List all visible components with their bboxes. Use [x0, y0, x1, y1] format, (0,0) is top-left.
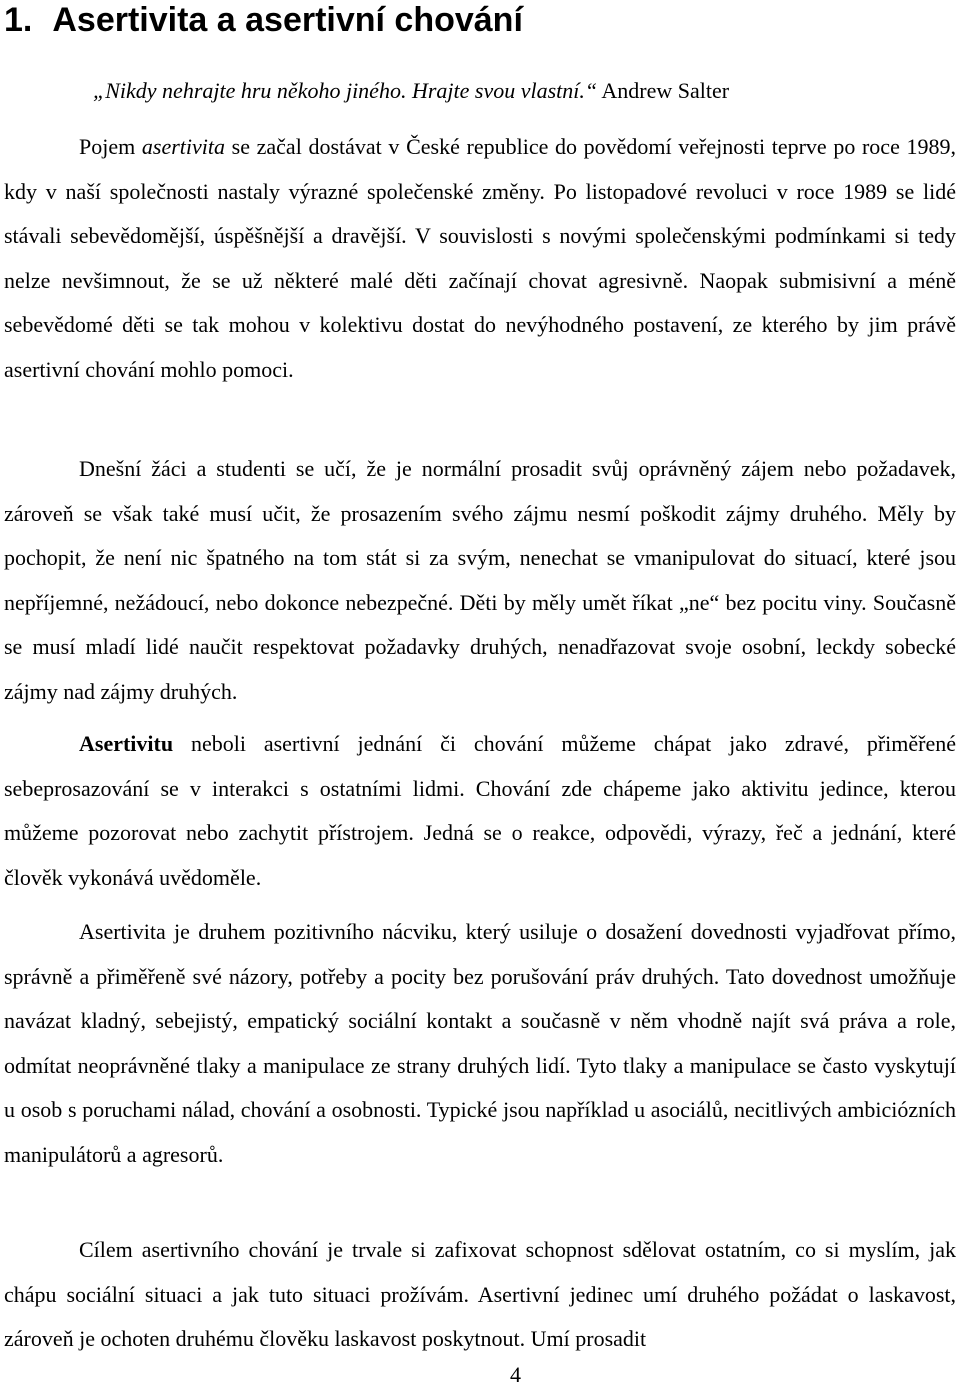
motto	[93, 76, 729, 106]
chapter-title: Asertivita a asertivní chování	[52, 1, 523, 39]
motto-quote: „Nikdy nehrajte hru někoho jiného. Hrajte svou vlastní.“	[93, 78, 598, 103]
term-asertivita: asertivita	[141, 134, 225, 159]
term-asertivitu: Asertivitu	[79, 731, 174, 756]
chapter-number: 1.	[4, 1, 33, 39]
chapter-heading	[4, 0, 523, 40]
paragraph-2: Dnešní žáci a studenti se učí, že je normální prosadit svůj oprávněný zájem nebo požadavek, zároveň se však také musí učit, že prosazením svého zájmu nesmí poškodit zájmy druhého. Měly by pochopit, že není nic špatného na tom stát si za svým, nenechat se vmanipulovat do situací, které jsou nepříjemné, nežádoucí, nebo dokonce nebezpečné. Děti by měly umět říkat „ne“ bez pocitu viny. Současně se musí mladí lidé naučit respektovat požadavky druhých, nenadřazovat svoje osobní, leckdy sobecké zájmy nad zájmy druhých.	[4, 456, 956, 704]
paragraph-5: Cílem asertivního chování je trvale si zafixovat schopnost sdělovat ostatním, co si myslím, jak chápu sociální situaci a jak tuto situaci prožívám. Asertivní jedinec umí druhého požádat o laskavost, zároveň je ochoten druhému člověku laskavost poskytnout. Umí prosadit	[4, 1237, 956, 1351]
paragraph-4: Asertivita je druhem pozitivního nácviku, který usiluje o dosažení dovednosti vyjadřovat přímo, správně a přiměřeně své názory, potřeby a pocity bez porušování práv druhých. Tato dovednost umožňuje navázat kladný, sebejistý, empatický sociální kontakt a současně v něm vhodně najít svá práva a role, odmítat neoprávněné tlaky a manipulace ze strany druhých lidí. Tyto tlaky a manipulace se často vyskytují u osob s poruchami nálad, chování a osobnosti. Typické jsou například u asociálů, necitlivých ambiciózních manipulátorů a agresorů.	[4, 919, 956, 1167]
paragraph-1-start: Pojem	[79, 134, 142, 159]
page-number: 4	[510, 1362, 521, 1387]
paragraph-1-rest: se začal dostávat v České republice do povědomí veřejnosti teprve po roce 1989, kdy v naší společnosti nastaly výrazné společenské změny. Po listopadové revoluci v roce 1989 se lidé stávali sebevědomější, úspěšnější a dravější. V souvislosti s novými společenskými podmínkami si tedy nelze nevšimnout, že se už některé malé děti začínají chovat agresivně. Naopak submisivní a méně sebevědomé děti se tak mohou v kolektivu dostat do nevýhodného postavení, ze kterého by jim právě asertivní chování mohlo pomoci.	[4, 134, 956, 382]
paragraph-3-rest: neboli asertivní jednání či chování můžeme chápat jako zdravé, přiměřené sebeprosazování se v interakci s ostatními lidmi. Chování zde chápeme jako aktivitu jedince, kterou můžeme pozorovat nebo zachytit přístrojem. Jedná se o reakce, odpovědi, výrazy, řeč a jednání, které člověk vykonává uvědoměle.	[4, 731, 956, 890]
paragraph-3	[4, 722, 956, 900]
paragraph-1	[4, 125, 956, 392]
motto-author: Andrew Salter	[601, 78, 730, 103]
